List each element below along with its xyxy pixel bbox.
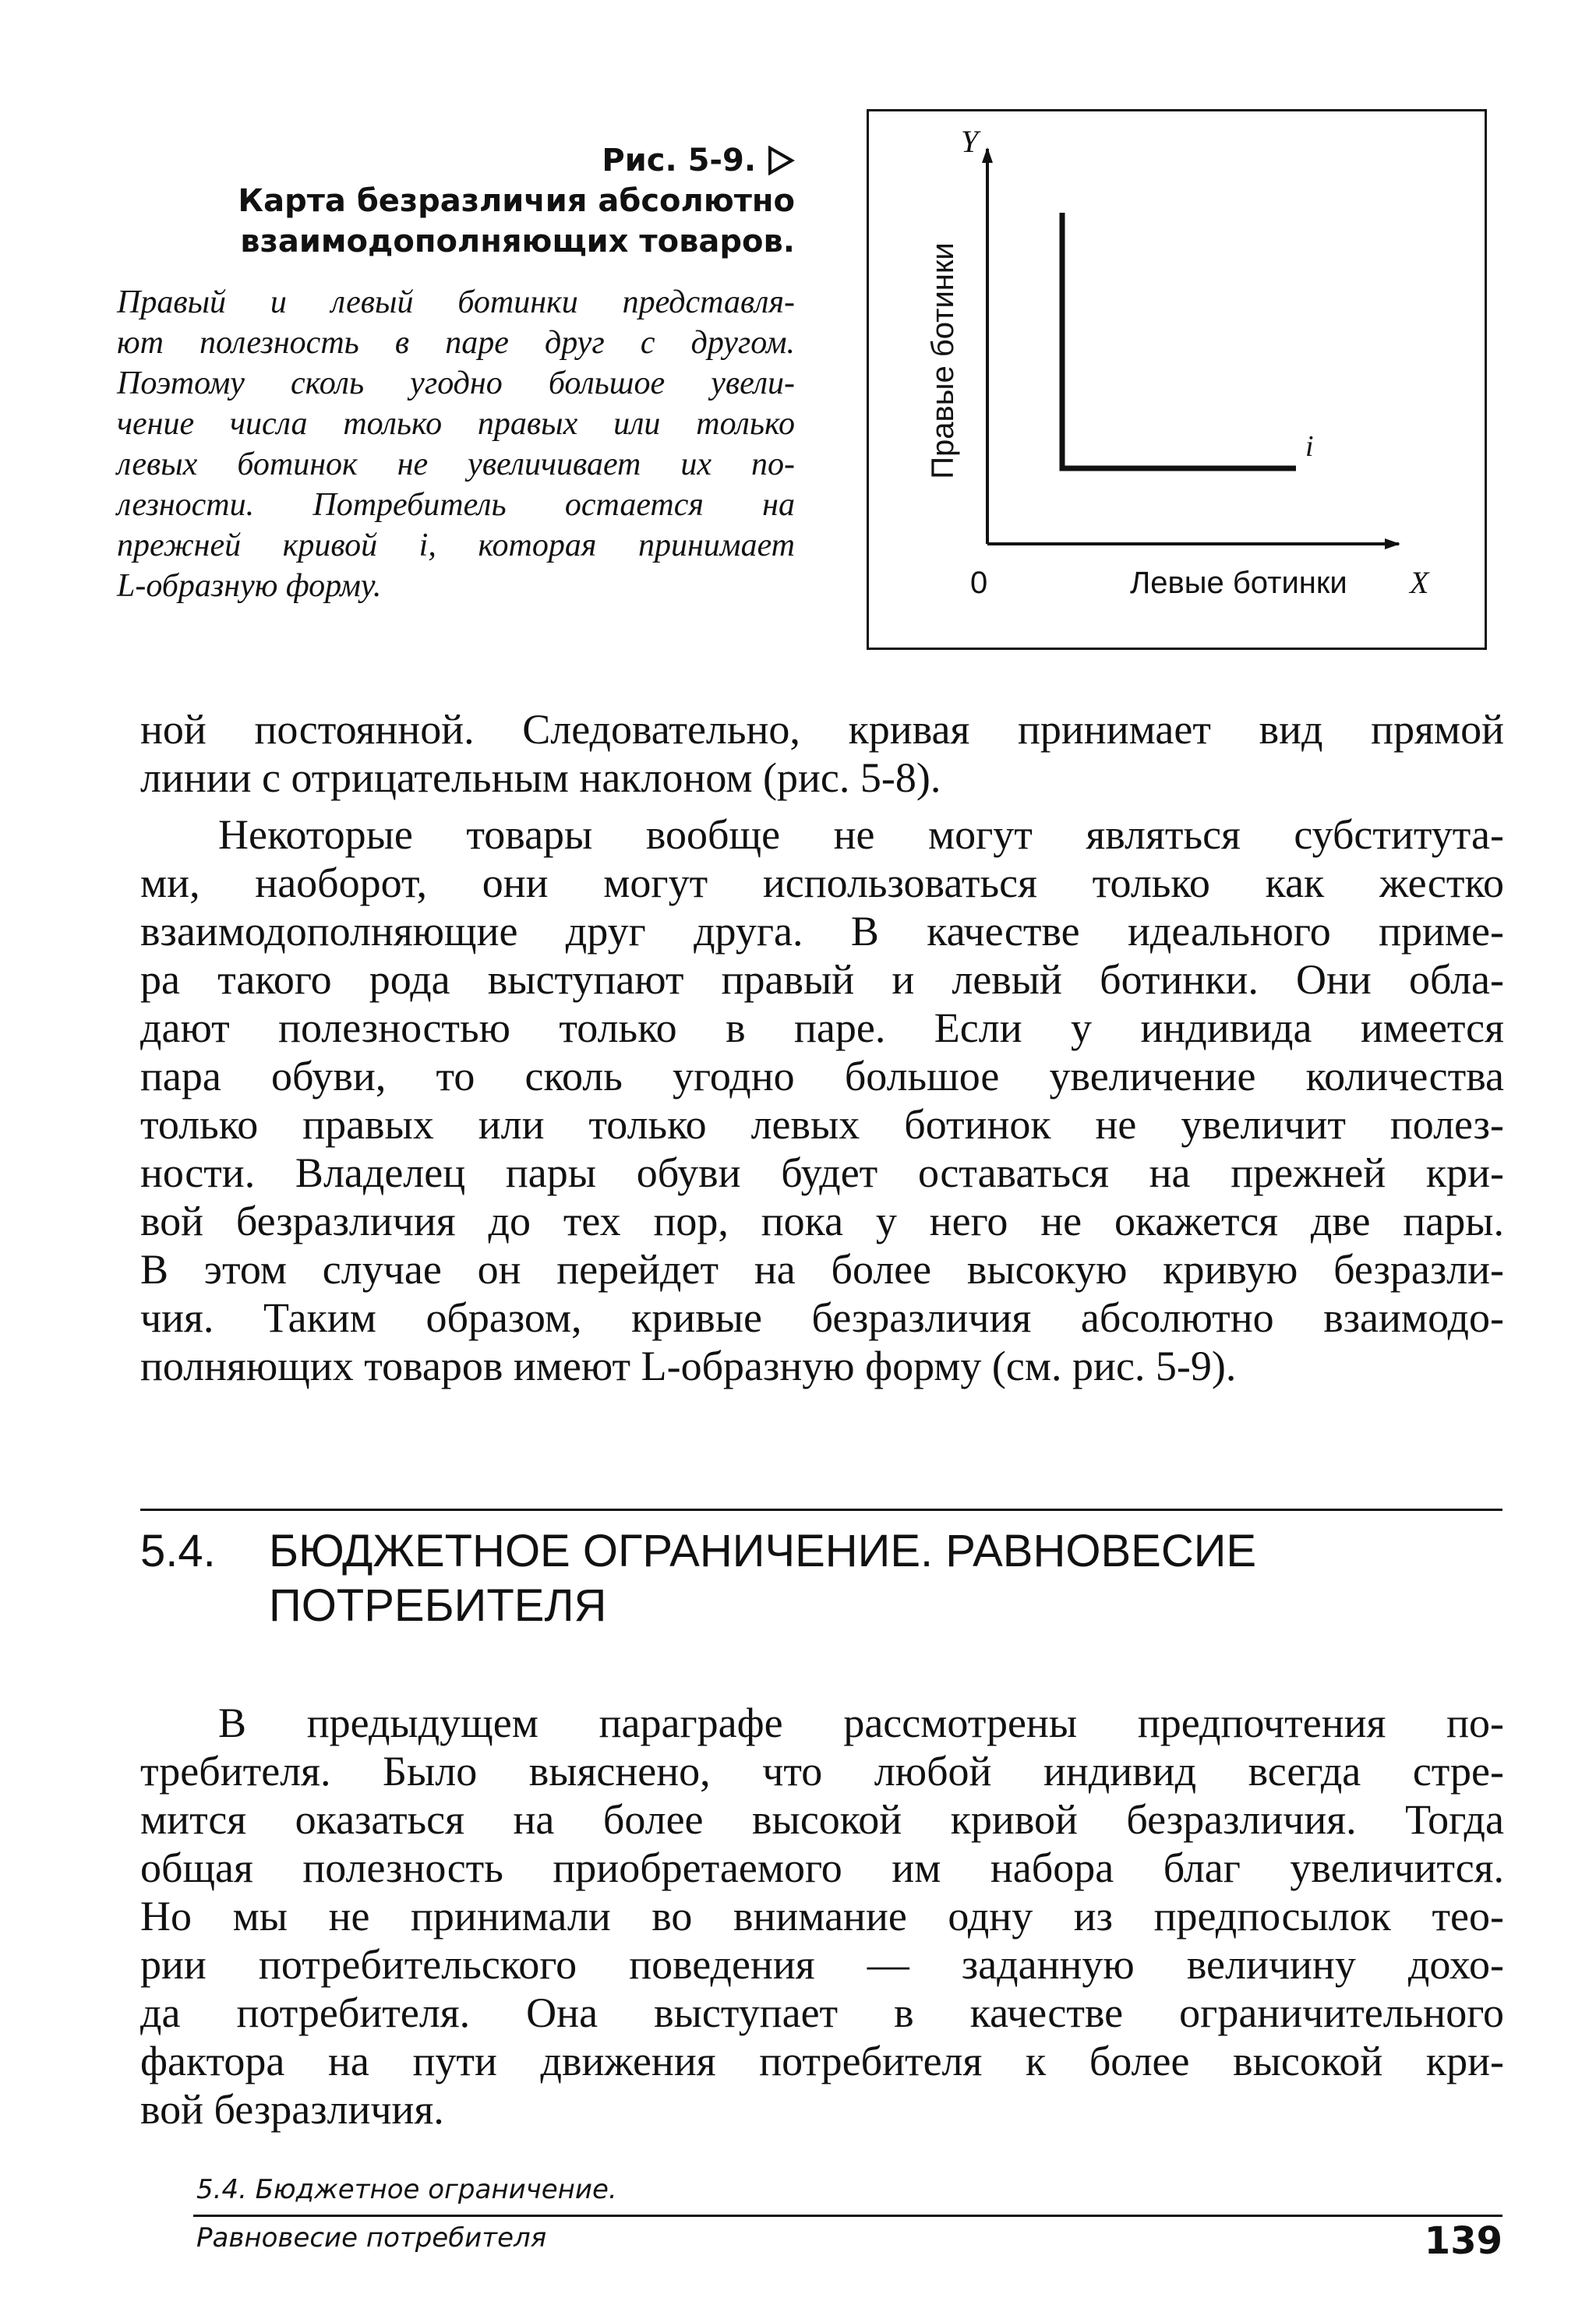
text-line: дают полезностью только в паре. Если у индивида имеется — [140, 1004, 1504, 1051]
y-axis-label: Правые ботинки — [926, 242, 960, 479]
x-axis-letter: X — [1410, 565, 1429, 600]
paragraph-budget — [140, 1699, 1504, 2134]
figure-description-line: Правый и левый ботинки представля- — [117, 284, 795, 320]
triangle-marker-icon — [767, 146, 795, 175]
section-title-line: БЮДЖЕТНОЕ ОГРАНИЧЕНИЕ. РАВНОВЕСИЕ — [269, 1526, 1257, 1576]
text-line: требителя. Было выяснено, что любой индивид всегда стре- — [140, 1748, 1504, 1795]
figure-caption — [117, 140, 795, 606]
figure-description — [117, 282, 795, 606]
text-line: В предыдущем параграфе рассмотрены предпочтения по- — [218, 1700, 1504, 1746]
indifference-curve-i — [1062, 213, 1296, 468]
text-line: чия. Таким образом, кривые безразличия абсолютно взаимодо- — [140, 1294, 1504, 1341]
y-axis-letter: Y — [961, 124, 979, 159]
text-line: вой безразличия до тех пор, пока у него не окажется две пары. — [140, 1198, 1504, 1244]
text-line: мится оказаться на более высокой кривой безразличия. Тогда — [140, 1796, 1504, 1843]
figure-number: Рис. 5-9. — [602, 143, 757, 178]
running-head-line: 5.4. Бюджетное ограничение. — [196, 2174, 617, 2205]
figure-title-line: Карта безразличия абсолютно — [238, 183, 795, 219]
text-line: ности. Владелец пары обуви будет оставаться на прежней кри- — [140, 1149, 1504, 1196]
curve-label: i — [1305, 430, 1314, 463]
origin-label: 0 — [970, 566, 988, 600]
figure-description-line: чение числа только правых или только — [117, 406, 795, 442]
text-line: вой безразличия. — [140, 2086, 444, 2133]
text-line: фактора на пути движения потребителя к более высокой кри- — [140, 2038, 1504, 2084]
figure-title-line: взаимодополняющих товаров. — [240, 224, 795, 259]
running-head-line: Равновесие потребителя — [196, 2222, 547, 2254]
figure-description-line: Поэтому сколь угодно большое увели- — [117, 365, 795, 401]
figure-description-line: прежней кривой i, которая принимает — [117, 528, 795, 563]
section-divider — [140, 1509, 1502, 1511]
text-line: да потребителя. Она выступает в качестве ограничительного — [140, 1989, 1504, 2036]
footer-divider — [193, 2215, 1502, 2217]
text-line: Некоторые товары вообще не могут являться субститута- — [218, 811, 1504, 858]
figure-description-line: L-образную форму. — [117, 568, 382, 604]
text-line: Но мы не принимали во внимание одну из предпосылок тео- — [140, 1893, 1504, 1940]
text-line: рии потребительского поведения — заданную величину дохо- — [140, 1941, 1504, 1988]
paragraph-complements — [140, 810, 1504, 1390]
page-number: 139 — [1424, 2219, 1502, 2263]
text-line: полняющих товаров имеют L-образную форму (см. рис. 5-9). — [140, 1343, 1237, 1389]
text-line: В этом случае он перейдет на более высокую кривую безразли- — [140, 1246, 1504, 1293]
figure-description-line: лезности. Потребитель остается на — [117, 487, 795, 523]
paragraph-continuation — [140, 705, 1504, 802]
text-line: ми, наоборот, они могут использоваться только как жестко — [140, 859, 1504, 906]
figure-caption-title — [117, 140, 795, 262]
section-title-line: ПОТРЕБИТЕЛЯ — [269, 1580, 607, 1631]
text-line: только правых или только левых ботинок не увеличит полез- — [140, 1101, 1504, 1148]
text-line: ра такого рода выступают правый и левый ботинки. Они обла- — [140, 956, 1504, 1003]
text-line: пара обуви, то сколь угодно большое увеличение количества — [140, 1053, 1504, 1099]
figure-canvas — [869, 111, 1485, 648]
section-number: 5.4. — [140, 1526, 216, 1576]
indifference-map-figure — [867, 109, 1487, 650]
figure-description-line: левых ботинок не увеличивает их по- — [117, 447, 795, 482]
figure-description-line: ют полезность в паре друг с другом. — [117, 325, 795, 361]
text-line: взаимодополняющие друг друга. В качестве идеального приме- — [140, 908, 1504, 955]
text-line: ной постоянной. Следовательно, кривая принимает вид прямой — [140, 706, 1504, 753]
text-line: линии с отрицательным наклоном (рис. 5-8). — [140, 754, 941, 801]
text-line: общая полезность приобретаемого им набора благ увеличится. — [140, 1844, 1504, 1891]
x-axis-label: Левые ботинки — [1130, 566, 1347, 600]
